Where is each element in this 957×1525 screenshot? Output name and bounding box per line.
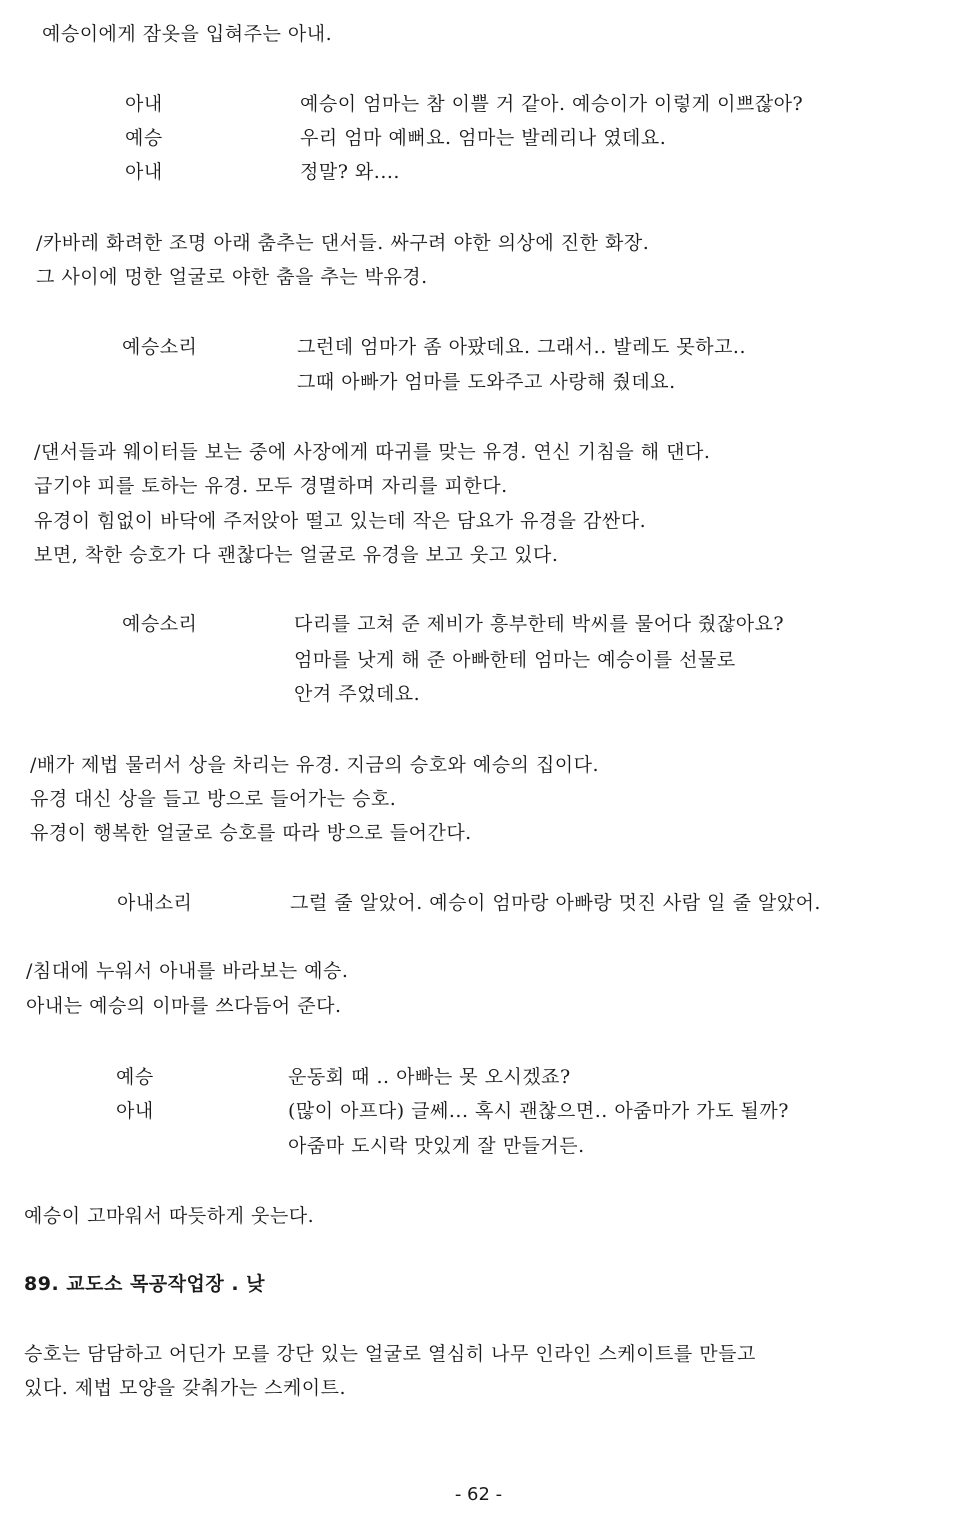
dialogue-line: 그때 아빠가 엄마를 도와주고 사랑해 줬데요.	[297, 371, 676, 393]
action-line: 예승이 고마워서 따듯하게 웃는다.	[24, 1205, 315, 1227]
action-line: 있다. 제법 모양을 갖춰가는 스케이트.	[24, 1377, 347, 1399]
dialogue-line: 엄마를 낫게 해 준 아빠한테 엄마는 예승이를 선물로	[294, 649, 736, 671]
dialogue-speaker: 예승	[116, 1066, 154, 1088]
action-line: /침대에 누워서 아내를 바라보는 예승.	[26, 960, 349, 982]
action-line: 그 사이에 멍한 얼굴로 야한 춤을 추는 박유경.	[36, 266, 428, 288]
dialogue-line: 다리를 고쳐 준 제비가 흥부한테 박씨를 물어다 줬잖아요?	[294, 613, 785, 635]
scene-heading: 89. 교도소 목공작업장 . 낮	[24, 1273, 266, 1295]
dialogue-speaker: 예승소리	[122, 336, 198, 358]
dialogue-speaker: 예승	[125, 127, 163, 149]
dialogue-speaker: 아내	[125, 161, 163, 183]
action-line: 유경이 힘없이 바닥에 주저앉아 떨고 있는데 작은 담요가 유경을 감싼다.	[34, 510, 647, 532]
action-line: 급기야 피를 토하는 유경. 모두 경멸하며 자리를 피한다.	[34, 475, 508, 497]
dialogue-line: 그런데 엄마가 좀 아팠데요. 그래서.. 발레도 못하고..	[297, 336, 747, 358]
dialogue-line: 우리 엄마 예뻐요. 엄마는 발레리나 였데요.	[300, 127, 667, 149]
action-line: 유경이 행복한 얼굴로 승호를 따라 방으로 들어간다.	[30, 822, 472, 844]
dialogue-line: 운동회 때 .. 아빠는 못 오시겠죠?	[288, 1066, 571, 1088]
action-line: 승호는 담담하고 어딘가 모를 강단 있는 얼굴로 열심히 나무 인라인 스케이트를 만들고	[24, 1343, 756, 1365]
dialogue-speaker: 아내소리	[117, 892, 193, 914]
action-line: /카바레 화려한 조명 아래 춤추는 댄서들. 싸구려 야한 의상에 진한 화장.	[36, 232, 650, 254]
dialogue-line: 정말? 와....	[300, 161, 400, 183]
dialogue-speaker: 아내	[125, 93, 163, 115]
dialogue-line: 아줌마 도시락 맛있게 잘 만들거든.	[288, 1135, 585, 1157]
action-line: 유경 대신 상을 들고 방으로 들어가는 승호.	[30, 788, 397, 810]
action-line: 보면, 착한 승호가 다 괜찮다는 얼굴로 유경을 보고 웃고 있다.	[34, 544, 559, 566]
dialogue-line: 안겨 주었데요.	[294, 683, 421, 705]
dialogue-speaker: 아내	[116, 1100, 154, 1122]
dialogue-line: 예승이 엄마는 참 이쁠 거 같아. 예승이가 이렇게 이쁘잖아?	[300, 93, 804, 115]
action-line: 아내는 예승의 이마를 쓰다듬어 준다.	[26, 995, 342, 1017]
action-line: /댄서들과 웨이터들 보는 중에 사장에게 따귀를 맞는 유경. 연신 기침을 해 댄다.	[34, 441, 711, 463]
dialogue-line: (많이 아프다) 글쎄... 혹시 괜찮으면.. 아줌마가 가도 될까?	[288, 1100, 789, 1122]
page-number: - 62 -	[454, 1484, 503, 1505]
dialogue-speaker: 예승소리	[122, 613, 198, 635]
action-line: /배가 제법 물러서 상을 차리는 유경. 지금의 승호와 예승의 집이다.	[30, 754, 600, 776]
action-line: 예승이에게 잠옷을 입혀주는 아내.	[42, 23, 333, 45]
dialogue-line: 그럴 줄 알았어. 예승이 엄마랑 아빠랑 멋진 사람 일 줄 알았어.	[290, 892, 821, 914]
